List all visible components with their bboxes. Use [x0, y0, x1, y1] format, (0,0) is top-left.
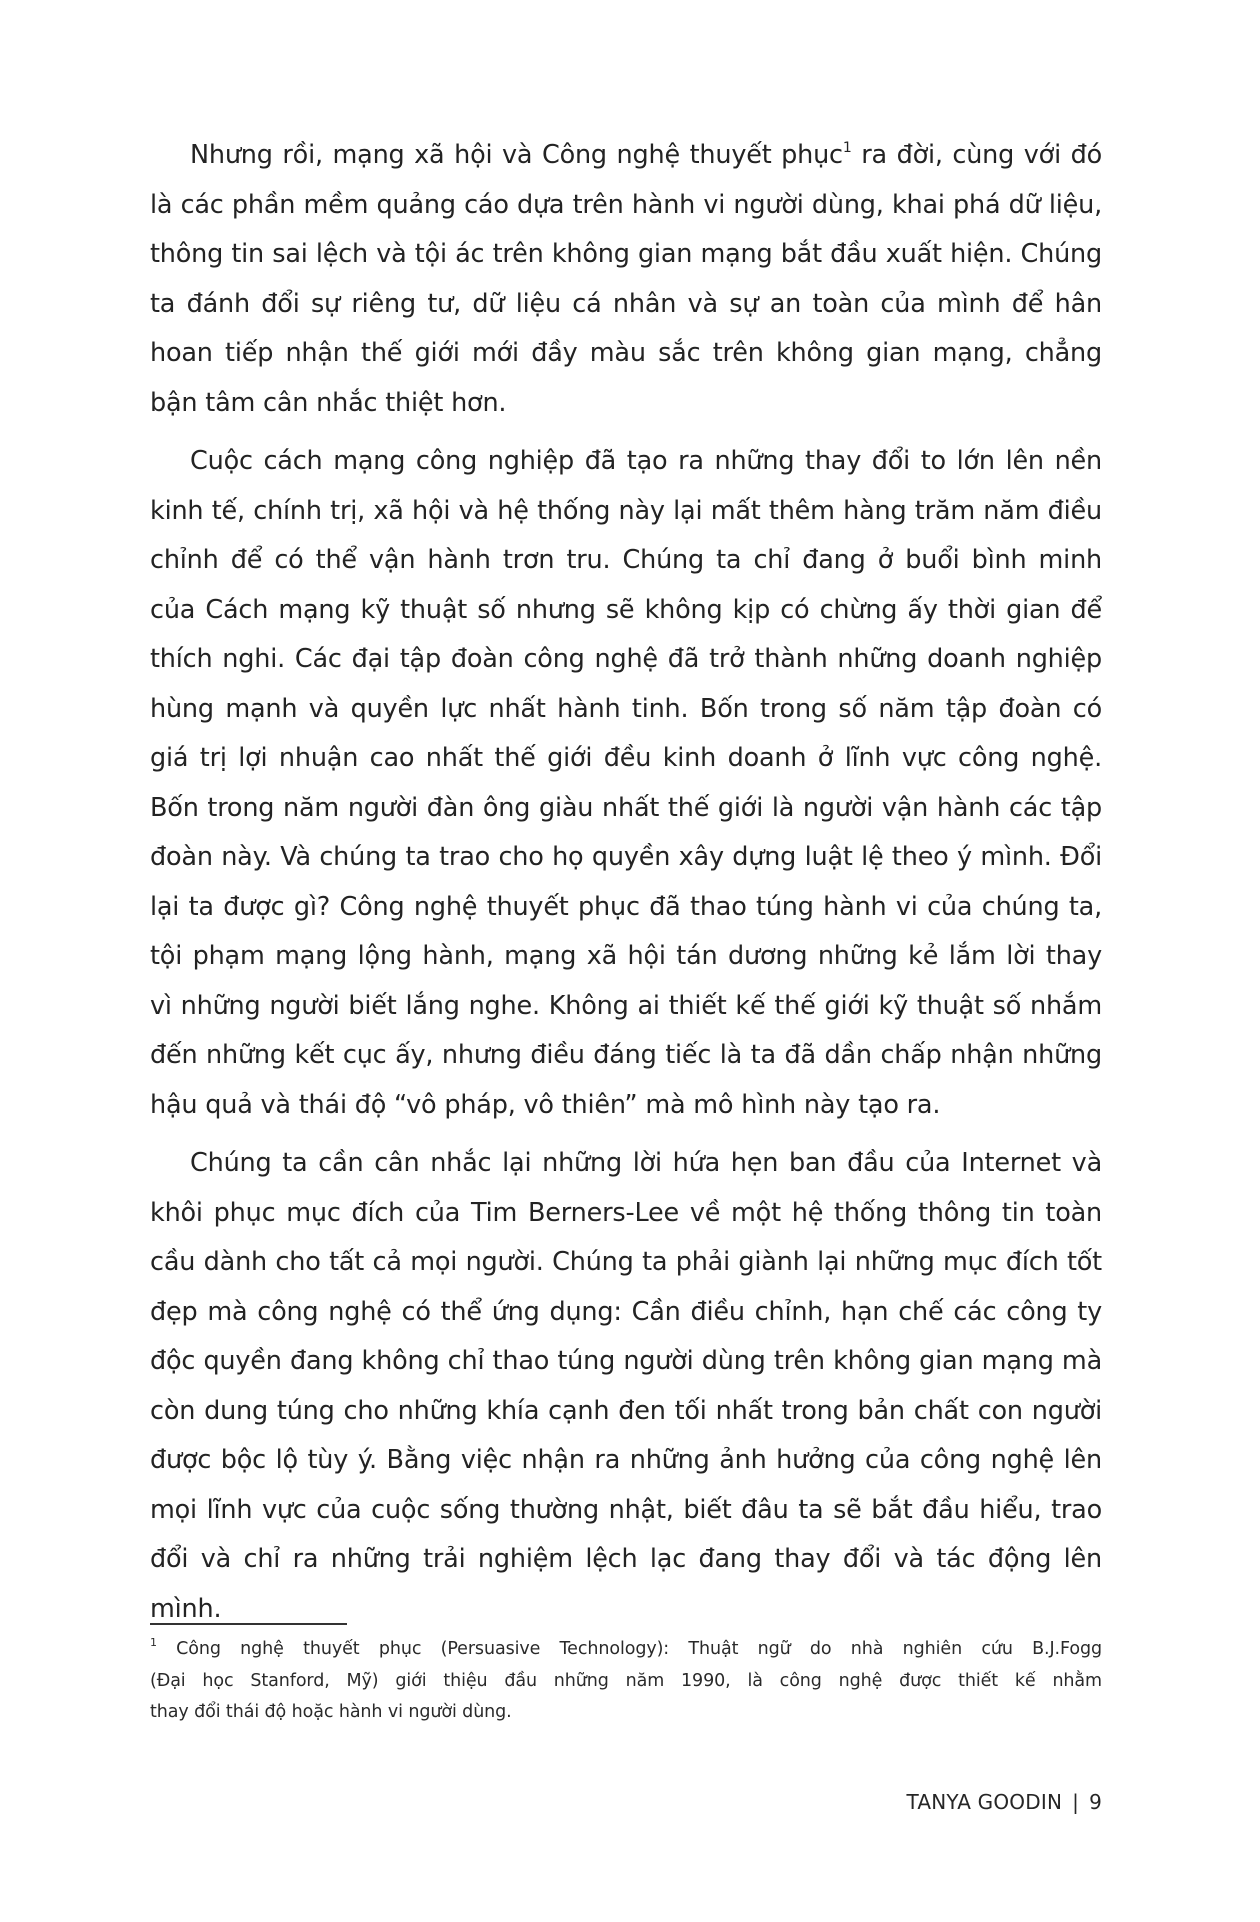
text-line: Chúng ta cần cân nhắc lại những lời hứa hẹn ban đầu của Internet và	[190, 1148, 1102, 1178]
footnote	[150, 1634, 1102, 1729]
text-line: Cuộc cách mạng công nghiệp đã tạo ra những thay đổi to lớn lên nền	[190, 446, 1102, 476]
footnote-divider	[150, 1623, 347, 1625]
body-text	[150, 131, 1102, 1624]
text-line: thông tin sai lệch và tội ác trên không gian mạng bắt đầu xuất hiện. Chúng	[150, 239, 1102, 269]
text-line: chỉnh để có thể vận hành trơn tru. Chúng ta chỉ đang ở buổi bình minh	[150, 545, 1102, 575]
text-line: tội phạm mạng lộng hành, mạng xã hội tán dương những kẻ lắm lời thay	[150, 941, 1102, 971]
text-line: mọi lĩnh vực của cuộc sống thường nhật, biết đâu ta sẽ bắt đầu hiểu, trao	[150, 1494, 1102, 1525]
text-line: hậu quả và thái độ “vô pháp, vô thiên” mà mô hình này tạo ra.	[150, 1089, 941, 1120]
text-line: của Cách mạng kỹ thuật số nhưng sẽ không kịp có chừng ấy thời gian để	[150, 594, 1102, 625]
text-line: vì những người biết lắng nghe. Không ai thiết kế thế giới kỹ thuật số nhắm	[150, 990, 1102, 1021]
text-line: thích nghi. Các đại tập đoàn công nghệ đã trở thành những doanh nghiệp	[150, 644, 1102, 674]
text-line: kinh tế, chính trị, xã hội và hệ thống này lại mất thêm hàng trăm năm điều	[150, 495, 1102, 526]
paragraph-2	[150, 437, 1102, 1130]
footer-separator: |	[1072, 1790, 1080, 1814]
text-line: đổi và chỉ ra những trải nghiệm lệch lạc đang thay đổi và tác động lên mình.	[150, 1544, 1102, 1624]
paragraph-3	[150, 1139, 1102, 1624]
text-line: đến những kết cục ấy, nhưng điều đáng tiếc là ta đã dần chấp nhận những	[150, 1040, 1102, 1070]
text-line: đẹp mà công nghệ có thể ứng dụng: Cần điều chỉnh, hạn chế các công ty	[150, 1296, 1102, 1327]
footnote-marker: 1	[150, 1636, 157, 1649]
text-line: giá trị lợi nhuận cao nhất thế giới đều kinh doanh ở lĩnh vực công nghệ.	[150, 743, 1102, 773]
paragraph-1	[150, 131, 1102, 428]
footnote-line: thay đổi thái độ hoặc hành vi người dùng.	[150, 1702, 512, 1722]
text-line: hùng mạnh và quyền lực nhất hành tinh. Bốn trong số năm tập đoàn có	[150, 693, 1102, 724]
text-line: hoan tiếp nhận thế giới mới đầy màu sắc trên không gian mạng, chẳng	[150, 338, 1102, 368]
footnote-reference[interactable]: 1	[842, 140, 852, 156]
footnote-line: $^1$ Công nghệ thuyết phục (Persuasive Technology): Thuật ngữ do nhà nghiên cứu B.J.Fogg	[150, 1636, 1102, 1659]
text-line: ta đánh đổi sự riêng tư, dữ liệu cá nhân và sự an toàn của mình để hân	[150, 288, 1102, 319]
text-line: Bốn trong năm người đàn ông giàu nhất thế giới là người vận hành các tập	[150, 792, 1102, 823]
footnote-line: (Đại học Stanford, Mỹ) giới thiệu đầu những năm 1990, là công nghệ được thiết kế nhằm	[150, 1670, 1102, 1691]
text-line: độc quyền đang không chỉ thao túng người dùng trên không gian mạng mà	[150, 1346, 1102, 1376]
text-line: đoàn này. Và chúng ta trao cho họ quyền xây dựng luật lệ theo ý mình. Đổi	[150, 842, 1102, 872]
text-line: bận tâm cân nhắc thiệt hơn.	[150, 387, 507, 418]
text-line: được bộc lộ tùy ý. Bằng việc nhận ra những ảnh hưởng của công nghệ lên	[150, 1445, 1102, 1475]
text-line: Nhưng rồi, mạng xã hội và Công nghệ thuyết phục$^1$ ra đời, cùng với đó	[190, 140, 1102, 170]
text-line: là các phần mềm quảng cáo dựa trên hành vi người dùng, khai phá dữ liệu,	[150, 189, 1102, 220]
text-line: lại ta được gì? Công nghệ thuyết phục đã thao túng hành vi của chúng ta,	[150, 891, 1102, 922]
text-line: khôi phục mục đích của Tim Berners-Lee về một hệ thống thông tin toàn	[150, 1197, 1102, 1228]
page-number: 9	[1089, 1790, 1102, 1814]
text-line: cầu dành cho tất cả mọi người. Chúng ta phải giành lại những mục đích tốt	[150, 1247, 1102, 1277]
text-line: còn dung túng cho những khía cạnh đen tối nhất trong bản chất con người	[150, 1395, 1102, 1426]
running-author: TANYA GOODIN	[906, 1790, 1063, 1814]
page-footer	[880, 1790, 1102, 1814]
